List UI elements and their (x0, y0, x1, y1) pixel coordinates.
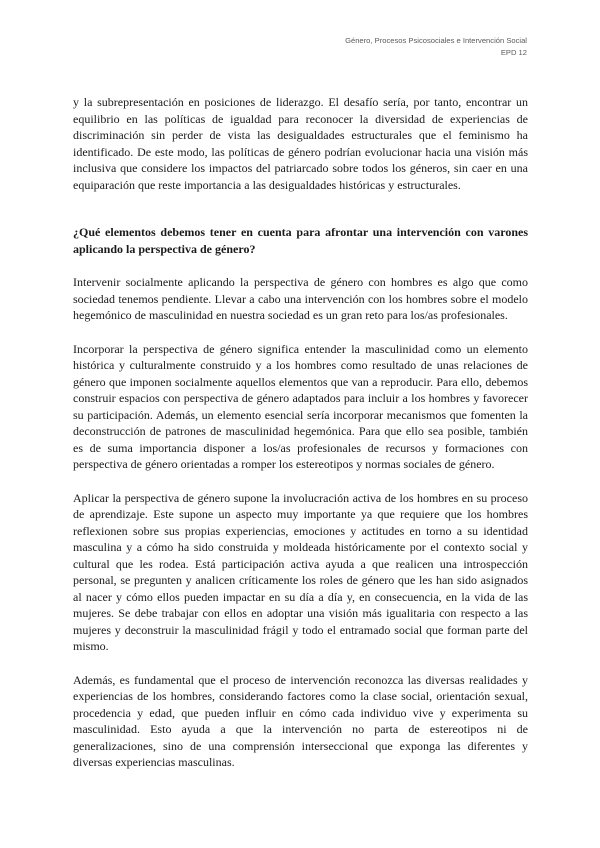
body-paragraph-3: Incorporar la perspectiva de género significa entender la masculinidad como un elemento histórica y culturalmente construido y a los hombres como resultado de unas relaciones de género que imponen socialmente aquellos elementos que van a reproducir. Para ello, debemos construir espacios con perspectiva de género adaptados para incluir a los hombres y favorecer su participación. Además, un elemento esencial sería incorporar mecanismos que fomenten la deconstrucción de patrones de masculinidad hegemónica. Para que ello sea posible, también es de suma importancia disponer a los/as profesionales de recursos y formaciones con perspectiva de género orientadas a romper los estereotipos y normas sociales de género. (73, 341, 528, 471)
document-body (73, 94, 528, 771)
section-heading: ¿Qué elementos debemos tener en cuenta para afrontar una intervención con varones aplicando la perspectiva de género? (73, 225, 528, 256)
header-assignment-code: EPD 12 (500, 48, 527, 57)
body-paragraph-5: Además, es fundamental que el proceso de intervención reconozca las diversas realidades y experiencias de los hombres, considerando factores como la clase social, orientación sexual, procedencia y edad, que pueden influir en cómo cada individuo vive y experimenta su masculinidad. Esto ayuda a que la intervención no parta de estereotipos ni de generalizaciones, sino de una comprensión interseccional que exponga las diferentes y diversas experiencias masculinas. (73, 672, 528, 769)
body-paragraph-4: Aplicar la perspectiva de género supone la involucración activa de los hombres en su proceso de aprendizaje. Este supone un aspecto muy importante ya que requiere que los hombres reflexionen sobre sus propias experiencias, emociones y actitudes en torno a su identidad masculina y a cómo ha sido construida y moldeada históricamente por el contexto social y cultural que les rodea. Está participación activa ayuda a que realicen una introspección personal, se pregunten y analicen críticamente los roles de género que les han sido asignados al nacer y cómo ellos pueden impactar en su día a día y, en consecuencia, en la vida de las mujeres. Se debe trabajar con ellos en adoptar una visión más igualitaria con respecto a las mujeres y deconstruir la masculinidad frágil y todo el entramado social que forman parte del mismo. (73, 490, 528, 653)
body-paragraph-1: y la subrepresentación en posiciones de liderazgo. El desafío sería, por tanto, encontrar un equilibrio en las políticas de igualdad para reconocer la diversidad de experiencias de discriminación sin perder de vista las desigualdades estructurales que el feminismo ha identificado. De este modo, las políticas de género podrían evolucionar hacia una visión más inclusiva que considere los impactos del patriarcado sobre todos los géneros, sin caer en una equiparación que reste importancia a las desigualdades históricas y estructurales. (73, 95, 528, 192)
body-paragraph-2: Intervenir socialmente aplicando la perspectiva de género con hombres es algo que como sociedad tenemos pendiente. Llevar a cabo una intervención con los hombres sobre el modelo hegemónico de masculinidad en nuestra sociedad es un gran reto para los/as profesionales. (73, 275, 528, 322)
header-course-title: Género, Procesos Psicosociales e Intervención Social (345, 36, 527, 45)
page-header (345, 35, 527, 59)
